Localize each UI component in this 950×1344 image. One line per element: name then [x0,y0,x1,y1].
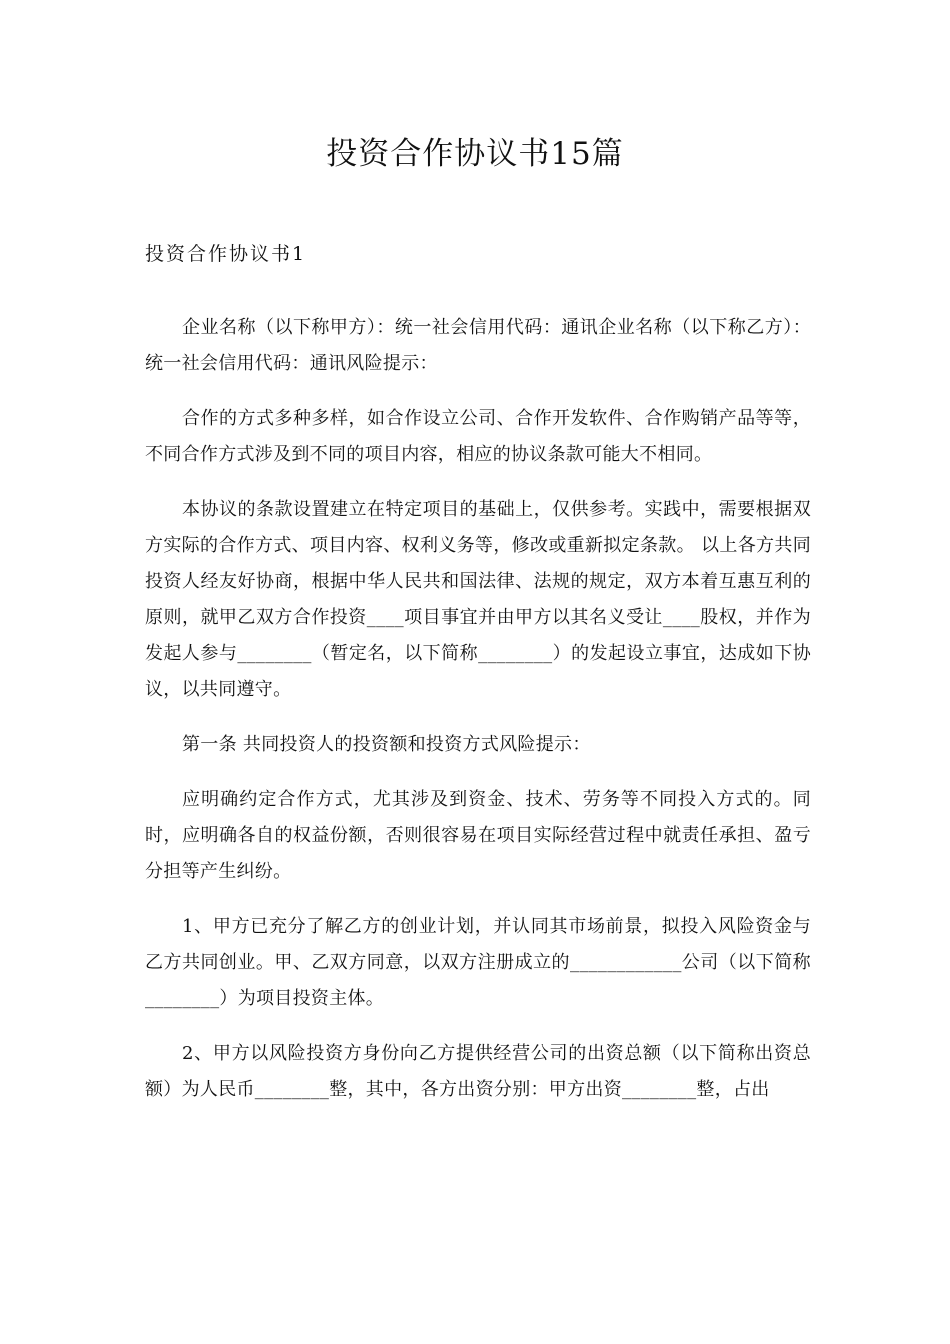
paragraph-agreement-basis: 本协议的条款设置建立在特定项目的基础上，仅供参考。实践中，需要根据双方实际的合作方式、项目内容、权利义务等，修改或重新拟定条款。 以上各方共同投资人经友好协商，根据中华人民共和国法律、法规的规定，双方本着互惠互利的原则，就甲乙双方合作投资____项目事宜并由甲方以其名义受让____股权，并作为发起人参与________（暂定名，以下简称________）的发起设立事宜，达成如下协议，以共同遵守。 [145,499,811,700]
paragraph-risk-note: 应明确约定合作方式，尤其涉及到资金、技术、劳务等不同投入方式的。同时，应明确各自的权益份额，否则很容易在项目实际经营过程中就责任承担、盈亏分担等产生纠纷。 [145,789,811,882]
paragraph-clause-2: 2、甲方以风险投资方身份向乙方提供经营公司的出资总额（以下简称出资总额）为人民币________整，其中，各方出资分别：甲方出资________整，占出 [145,1043,811,1100]
paragraph-parties: 企业名称（以下称甲方）：统一社会信用代码：通讯企业名称（以下称乙方）：统一社会信用代码：通讯风险提示： [145,317,811,374]
document-body [145,310,811,1127]
section-heading: 投资合作协议书1 [145,243,307,265]
paragraph-cooperation-methods: 合作的方式多种多样，如合作设立公司、合作开发软件、合作购销产品等等，不同合作方式涉及到不同的项目内容，相应的协议条款可能大不相同。 [145,408,811,465]
document-title: 投资合作协议书15篇 [326,136,624,172]
paragraph-article-one-heading: 第一条 共同投资人的投资额和投资方式风险提示： [182,734,591,755]
paragraph-clause-1: 1、甲方已充分了解乙方的创业计划，并认同其市场前景，拟投入风险资金与乙方共同创业。甲、乙双方同意，以双方注册成立的____________公司（以下简称________）为项目投资主体。 [145,916,811,1009]
